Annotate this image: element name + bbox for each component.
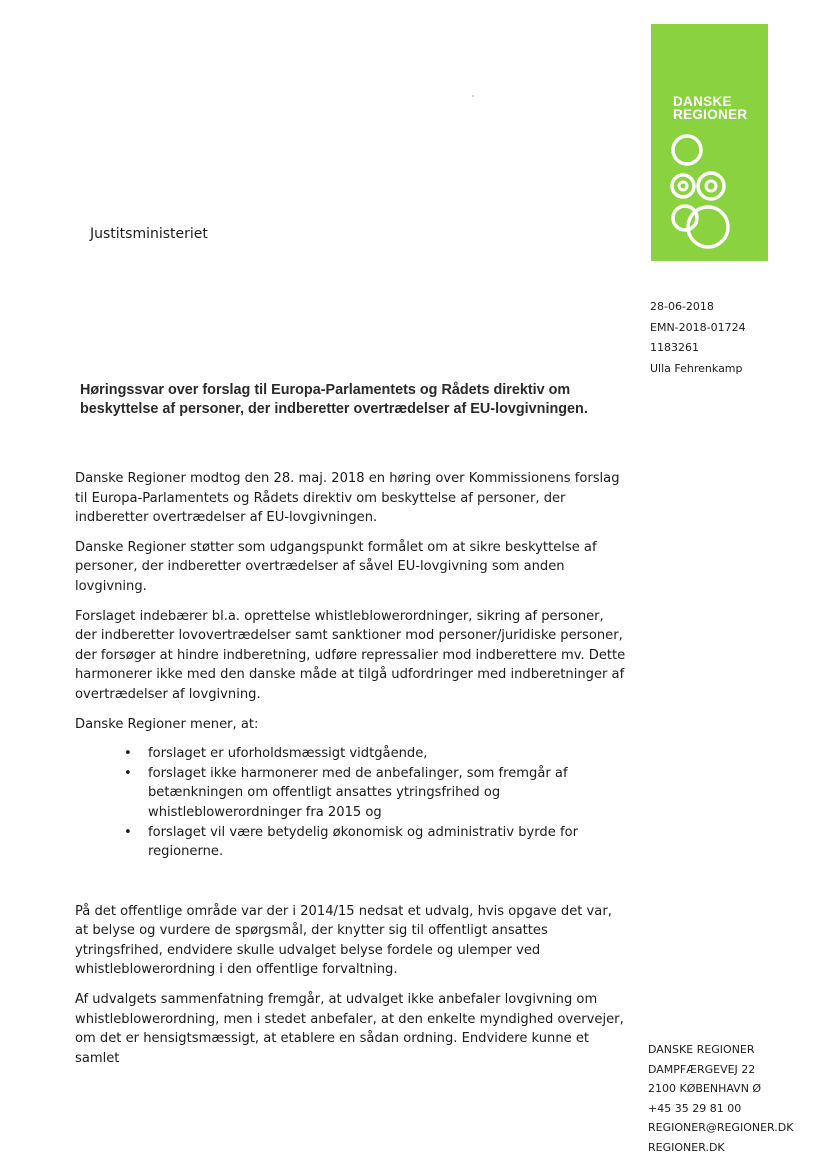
footer-street: DAMPFÆRGEVEJ 22 xyxy=(648,1062,756,1076)
paragraph: Danske Regioner modtog den 28. maj. 2018 en høring over Kommissionens forslag til Europa-Parlamentets og Rådets direktiv om beskyttelse af personer, der indberetter overtrædelser af EU-lovgivningen. xyxy=(75,471,620,526)
bullet-icon: • xyxy=(124,824,132,840)
footer-email: REGIONER@REGIONER.DK xyxy=(648,1121,794,1134)
list-item-text: forslaget ikke harmonerer med de anbefalinger, som fremgår af betænkningen om offentligt ansattes ytringsfrihed og whistleblowerordninger fra 2015 og xyxy=(148,765,568,820)
danske-regioner-logo xyxy=(651,24,768,261)
logo-circles-icon xyxy=(669,132,749,256)
paragraph: Danske Regioner støtter som udgangspunkt formålet om at sikre beskyttelse af personer, der indberetter overtrædelser af såvel EU-lovgivning som anden lovgivning. xyxy=(75,539,597,594)
bullet-icon: • xyxy=(124,765,132,781)
meta-author: Ulla Fehrenkamp xyxy=(650,361,743,375)
footer-address xyxy=(648,1040,793,1157)
opinion-list xyxy=(75,744,627,862)
list-item xyxy=(124,744,627,764)
logo-line-1: DANSKE xyxy=(673,94,732,109)
list-item xyxy=(124,764,627,823)
footer-phone: +45 35 29 81 00 xyxy=(648,1101,742,1115)
meta-case-number: EMN-2018-01724 xyxy=(650,320,746,334)
paragraph: Forslaget indebærer bl.a. oprettelse whistleblowerordninger, sikring af personer, der indberetter lovovertrædelser samt sanktioner mod personer/juridiske personer, der forsøger at hindre indberetning, udføre repressalier mod indberettere mv. Dette harmonerer ikke med den danske måde at tilgå udfordringer med indberetninger af overtrædelser af lovgivning. xyxy=(75,608,626,702)
document-meta xyxy=(650,297,746,379)
list-item xyxy=(124,823,627,862)
scan-speck xyxy=(472,95,474,97)
meta-doc-number: 1183261 xyxy=(650,341,699,354)
footer-org: DANSKE REGIONER xyxy=(648,1043,755,1056)
letter-body xyxy=(75,469,627,1078)
subject-heading: Høringssvar over forslag til Europa-Parlamentets og Rådets direktiv om beskyttelse af personer, der indberetter overtrædelser af EU-lovgivningen. xyxy=(80,382,588,417)
list-intro: Danske Regioner mener, at: xyxy=(75,716,259,732)
logo-wordmark xyxy=(673,95,747,121)
list-item-text: forslaget vil være betydelig økonomisk og administrativ byrde for regionerne. xyxy=(148,824,578,860)
footer-web: REGIONER.DK xyxy=(648,1140,725,1154)
list-item-text: forslaget er uforholdsmæssigt vidtgående, xyxy=(148,746,428,762)
paragraph: På det offentlige område var der i 2014/15 nedsat et udvalg, hvis opgave det var, at belyse og vurdere de spørgsmål, der knytter sig til offentligt ansattes ytringsfrihed, endvidere skulle udvalget belyse fordele og ulemper ved whistleblowerordning i den offentlige forvaltning. xyxy=(75,903,612,978)
bullet-icon: • xyxy=(124,746,132,762)
logo-line-2: REGIONER xyxy=(673,107,748,122)
recipient: Justitsministeriet xyxy=(90,226,208,242)
footer-city: 2100 KØBENHAVN Ø xyxy=(648,1082,762,1095)
paragraph: Af udvalgets sammenfatning fremgår, at udvalget ikke anbefaler lovgivning om whistleblowerordning, men i stedet anbefaler, at den enkelte myndighed overvejer, om det er hensigtsmæssigt, at etablere en sådan ordning. Endvidere kunne et samlet xyxy=(75,992,624,1066)
meta-date: 28-06-2018 xyxy=(650,300,714,313)
